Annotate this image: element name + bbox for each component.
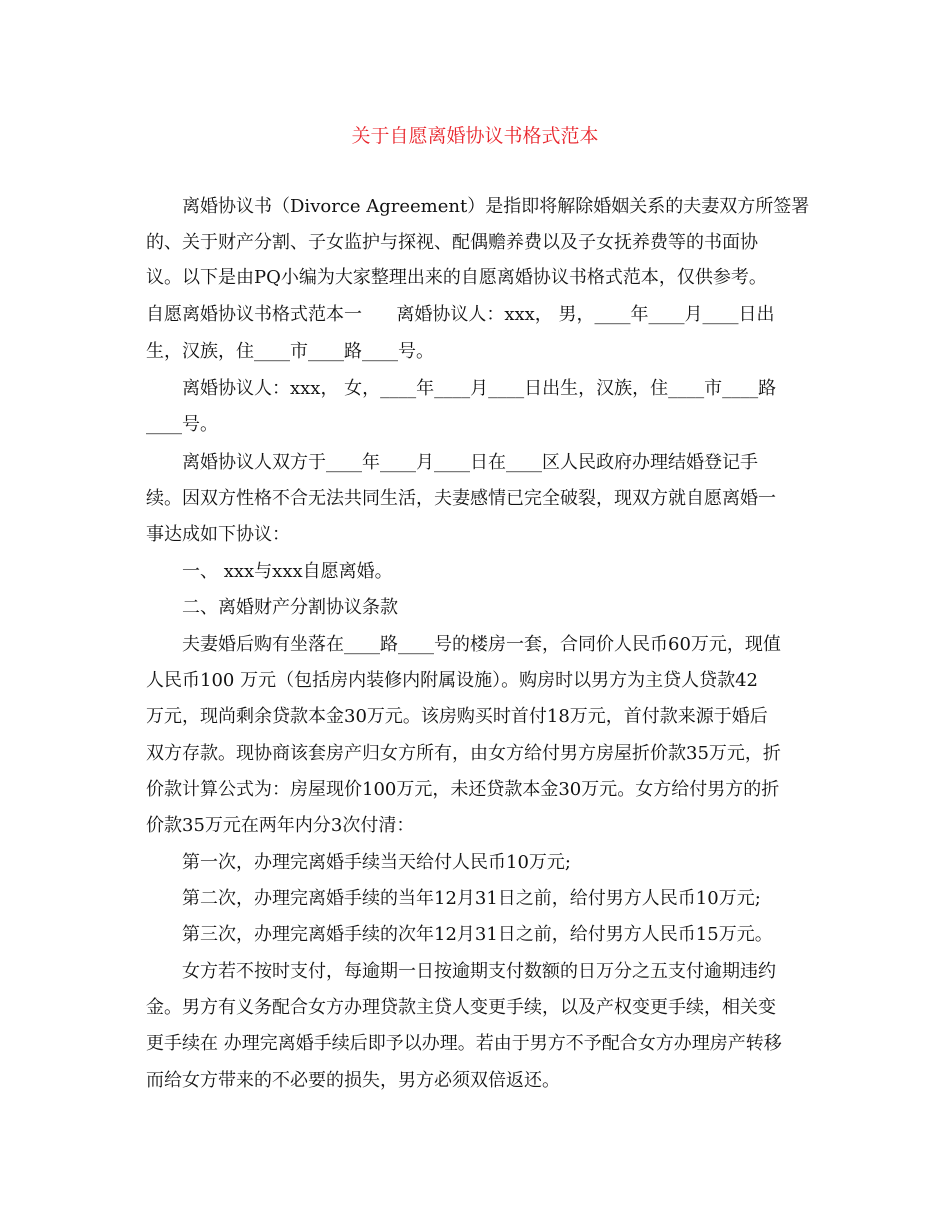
paragraph-line: 价款35万元在两年内分3次付清： — [146, 815, 415, 836]
paragraph-line: 更手续在 办理完离婚手续后即予以办理。若由于男方不予配合女方办理房产转移 — [146, 1033, 782, 1054]
paragraph-line: 事达成如下协议： — [146, 524, 290, 545]
paragraph-line: 的、关于财产分割、子女监护与探视、配偶赡养费以及子女抚养费等的书面协 — [146, 232, 758, 253]
paragraph-line: 第一次，办理完离婚手续当天给付人民币10万元; — [182, 852, 571, 873]
paragraph-line: ____号。 — [146, 414, 218, 435]
paragraph-line: 第三次，办理完离婚手续的次年12月31日之前，给付男方人民币15万元。 — [182, 924, 773, 945]
paragraph-line: 而给女方带来的不必要的损失，男方必须双倍返还。 — [146, 1070, 560, 1091]
paragraph-line: 自愿离婚协议书格式范本一 离婚协议人：xxx， 男，____年____月____日出 — [146, 304, 775, 325]
paragraph-line: 第二次，办理完离婚手续的当年12月31日之前，给付男方人民币10万元; — [182, 888, 761, 909]
paragraph-line: 万元，现尚剩余贷款本金30万元。该房购买时首付18万元，首付款来源于婚后 — [146, 706, 768, 727]
paragraph-line: 女方若不按时支付，每逾期一日按逾期支付数额的日万分之五支付逾期违约 — [182, 961, 776, 982]
paragraph-line: 续。因双方性格不合无法共同生活，夫妻感情已完全破裂，现双方就自愿离婚一 — [146, 488, 776, 509]
paragraph-line: 金。男方有义务配合女方办理贷款主贷人变更手续，以及产权变更手续，相关变 — [146, 997, 776, 1018]
paragraph-line: 人民币100 万元（包括房内装修内附属设施）。购房时以男方为主贷人贷款42 — [146, 670, 758, 691]
paragraph-line: 生，汉族，住____市____路____号。 — [146, 341, 434, 362]
paragraph-line: 夫妻婚后购有坐落在____路____号的楼房一套，合同价人民币60万元，现值 — [182, 634, 781, 655]
document-title: 关于自愿离婚协议书格式范本 — [351, 125, 599, 147]
paragraph-line: 价款计算公式为：房屋现价100万元，未还贷款本金30万元。女方给付男方的折 — [146, 779, 780, 800]
paragraph-line: 一、 xxx与xxx自愿离婚。 — [182, 561, 393, 582]
paragraph-line: 离婚协议人双方于____年____月____日在____区人民政府办理结婚登记手 — [182, 452, 758, 473]
paragraph-line: 离婚协议人：xxx， 女，____年____月____日出生，汉族，住____市____路 — [182, 378, 777, 399]
section-heading: 二、离婚财产分割协议条款 — [182, 597, 398, 618]
paragraph-line: 离婚协议书（Divorce Agreement）是指即将解除婚姻关系的夫妻双方所签署 — [182, 196, 810, 217]
paragraph-line: 双方存款。现协商该套房产归女方所有，由女方给付男方房屋折价款35万元，折 — [146, 743, 781, 764]
paragraph-line: 议。以下是由PQ小编为大家整理出来的自愿离婚协议书格式范本，仅供参考。 — [146, 267, 767, 288]
